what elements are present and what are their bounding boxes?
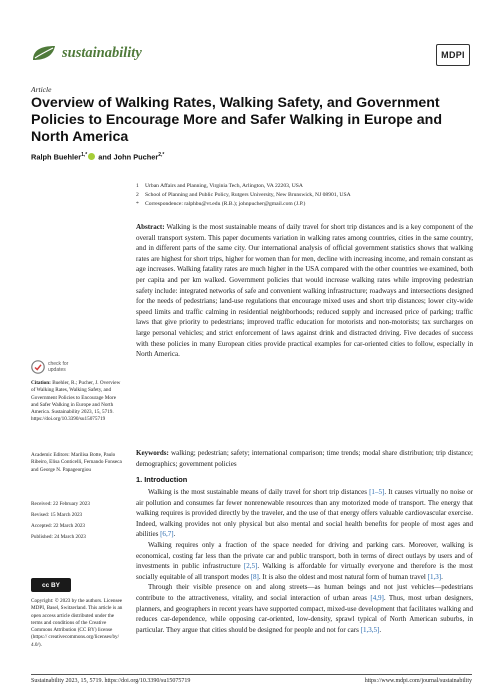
keywords-label: Keywords: [136, 449, 169, 457]
affiliation: 2 School of Planning and Public Policy, Rutgers University, New Brunswick, NJ 08901, USA [136, 192, 351, 198]
date-published: Published: 24 March 2023 [31, 534, 86, 540]
orcid-icon[interactable] [88, 153, 95, 160]
date-accepted: Accepted: 22 March 2023 [31, 523, 86, 529]
citation-block [31, 380, 123, 424]
footer-journal-link[interactable]: https://www.mdpi.com/journal/sustainability [364, 678, 472, 684]
citation-label: Citation: [31, 380, 51, 386]
author-line [31, 152, 164, 161]
paragraph: Walking is the most sustainable means of daily travel for short trip distances [1–5]. It causes virtually no noise or air pollution and consumes far fewer nonrenewable resources than any motorized mode of transport. The energy that walking requires is provided directly by the traveler, and the use of that energy offers valuable cardiovascular exercise. Indeed, walking provides not only physical but also mental and social health benefits for people of most ages and abilities [6,7]. [136, 488, 473, 539]
footer-divider [31, 674, 472, 675]
author-affiliation-sup: 1,* [81, 152, 88, 158]
check-for-updates-button[interactable] [31, 360, 91, 374]
keywords [136, 448, 473, 469]
journal-name: sustainability [62, 45, 142, 61]
keywords-text: walking; pedestrian; safety; international comparison; time trends; modal share distribution; trip distance; demographics; government policies [136, 449, 473, 468]
correspondence: * Correspondence: ralphbu@vt.edu (R.B.); johnpucher@gmail.com (J.P.) [136, 201, 306, 207]
article-title: Overview of Walking Rates, Walking Safety, and Government Policies to Encourage More and Safer Walking in Europe and North America [31, 95, 442, 145]
paragraph: Through their visible presence on and along streets—as human beings and not just vehicles—pedestrians contribute to the attractiveness, vitality, and social interaction of urban areas [4,9]. Thus, most urban designers, planners, and geographers in recent years have supported compact, mixed-use development that facilitates walking and reduces car-dependence, while opposing car-oriented, low-density, sprawl typical of North American suburbs, in particular. They argue that cities should be designed for people and not for cars [1,3,5]. [136, 583, 473, 634]
date-revised: Revised: 15 March 2023 [31, 512, 83, 518]
citation-link[interactable]: [4,9] [370, 593, 384, 602]
abstract-label: Abstract: [136, 223, 165, 231]
citation-link[interactable]: [6,7] [160, 530, 174, 539]
cc-by-label: cc BY [41, 581, 61, 589]
citation-link[interactable]: [1–5] [369, 488, 385, 496]
abstract [136, 222, 473, 360]
affiliation: 1 Urban Affairs and Planning, Virginia Tech, Arlington, VA 22203, USA [136, 183, 303, 189]
academic-editors: Academic Editors: Marilisa Botte, Paulo Ribeiro, Elisa Conticelli, Fernando Fonseca and George N. Papageorgiou [31, 452, 122, 473]
citation-link[interactable]: [1,3,5] [360, 625, 380, 634]
footer-citation[interactable]: Sustainability 2023, 15, 5719. https://doi.org/10.3390/su15075719 [31, 678, 191, 684]
citation-text: Buehler, R.; Pucher, J. Overview of Walking Rates, Walking Safety, and Government Policies to Encourage More and Safer Walking in Europe and North America. Sustainability 2023, 15, 5719. https://doi.org/10.3390/su15075719 [31, 380, 121, 423]
paragraph: Walking requires only a fraction of the space needed for driving and parking cars. Moreover, walking is economical, costing far less than the private car and public transport, both in terms of direct outlays by users and of investments in public infrastructure [2,5]. Walking is affordable for virtually everyone and therefore is the most socially equitable of all transport modes [8]. It is also the oldest and most natural form of human travel [1,3]. [136, 540, 473, 581]
introduction-text [136, 487, 473, 635]
author-name[interactable]: Ralph Buehler [31, 152, 82, 162]
article-type: Article [31, 85, 52, 94]
abstract-text: Walking is the most sustainable means of daily travel for short trip distances and is a key component of the overall transport system. This paper documents variation in walking rates among countries, cities in the same country, and in different parts of the same city. Our international analysis of official government statistics shows that walking rates are highest for short trips, higher for women than for men, decline with increasing income, and remain constant as age increases. Walking fatality rates are much higher in the USA compared with the other countries we examined, both per capita and per km walked. Government policies that would increase walking rates while improving pedestrian safety include: integrated networks of safe and convenient walking infrastructure; roadways and intersections designed for the needs of pedestrians; land-use regulations that encourage mixed uses and short trip distances; lower city-wide speed limits and traffic calming in residential neighborhoods; reduced supply and increased price of parking; traffic laws that give priority to pedestrians; improved traffic education for motorists and non-motorists; tax surcharges on large personal vehicles; and strict enforcement of laws against drink and distracted driving. Five decades of success with these policies in many European cities provide practical examples for car-oriented cities to follow, especially in North America. [136, 223, 473, 359]
citation-link[interactable]: [1,3] [427, 572, 442, 581]
publisher-logo: MDPI [436, 44, 470, 66]
copyright-text: Copyright: © 2023 by the authors. Licensee MDPI, Basel, Switzerland. This article is an open access article distributed under the terms and conditions of the Creative Commons Attribution (CC BY) license (https:// creativecommons.org/licenses/by/ 4.0/). [31, 598, 123, 648]
check-updates-label: check for updates [48, 361, 69, 373]
copyright-notice [31, 598, 123, 649]
author-name[interactable]: John Pucher [113, 152, 159, 162]
check-updates-icon [31, 360, 45, 374]
section-heading: 1. Introduction [136, 475, 188, 484]
cc-by-license-icon[interactable] [31, 578, 71, 592]
author-affiliation-sup: 2,* [158, 152, 165, 158]
journal-logo-icon [31, 44, 57, 62]
citation-link[interactable]: [8] [250, 572, 259, 581]
citation-link[interactable]: [2,5] [243, 562, 258, 571]
author-conjunction: and [96, 152, 114, 162]
date-received: Received: 22 February 2023 [31, 501, 90, 507]
